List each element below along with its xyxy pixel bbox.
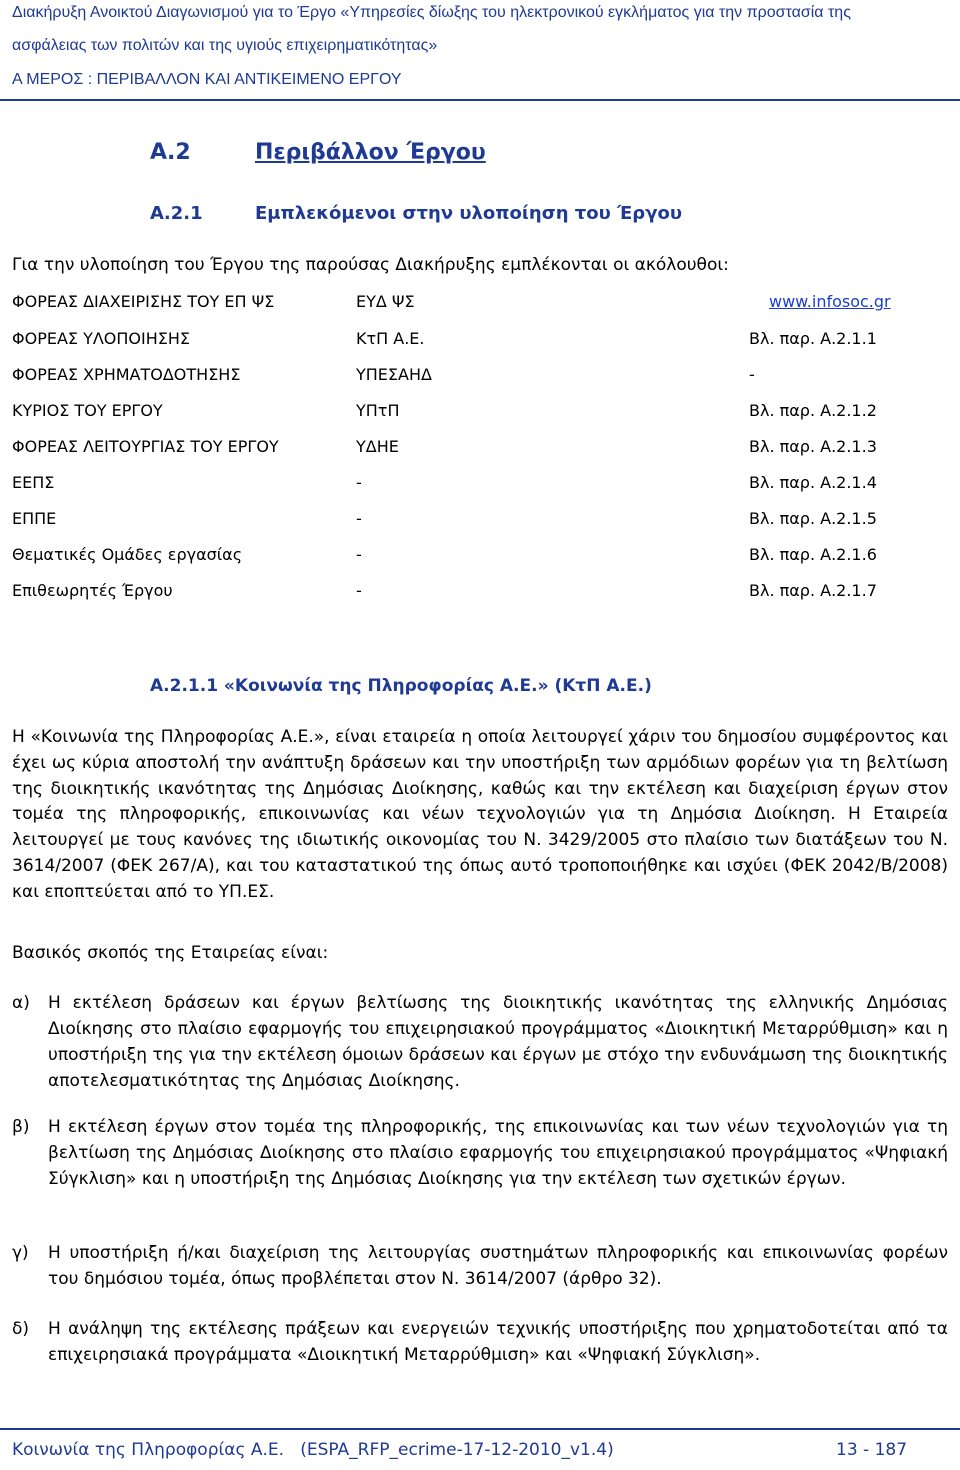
reference-cell: Βλ. παρ. Α.2.1.5	[749, 509, 877, 528]
entity-cell: ΥΔΗΕ	[356, 437, 399, 456]
table-row	[12, 509, 952, 535]
table-row	[12, 437, 952, 463]
page-number: 13 - 187	[836, 1440, 908, 1460]
subsection-heading-ktp: Α.2.1.1 «Κοινωνία της Πληροφορίας Α.Ε.» (ΚτΠ Α.Ε.)	[150, 676, 652, 696]
purpose-item-b	[12, 1114, 948, 1192]
infosoc-link[interactable]: www.infosoc.gr	[769, 292, 891, 311]
reference-cell: Βλ. παρ. Α.2.1.4	[749, 473, 877, 492]
reference-cell: Βλ. παρ. Α.2.1.1	[749, 329, 877, 348]
item-text: Η υποστήριξη ή/και διαχείριση της λειτουργίας συστημάτων πληροφορικής και επικοινωνίας φορέων του δημόσιου τομέα, όπως προβλέπεται στον Ν. 3614/2007 (άρθρο 32).	[48, 1243, 948, 1289]
item-marker: γ)	[12, 1243, 29, 1263]
entity-cell: ΥΠτΠ	[356, 401, 400, 420]
reference-cell: Βλ. παρ. Α.2.1.7	[749, 581, 877, 600]
header-title-line-2: ασφάλειας των πολιτών και της υγιούς επιχειρηματικότητας»	[12, 37, 438, 54]
item-text: Η ανάληψη της εκτέλεσης πράξεων και ενεργειών τεχνικής υποστήριξης που χρηματοδοτείται από τα επιχειρησιακά προγράμματα «Διοικητική Μεταρρύθμιση» και «Ψηφιακή Σύγκλιση».	[48, 1319, 948, 1365]
purpose-item-d	[12, 1316, 948, 1368]
table-row	[12, 581, 952, 607]
ktp-description-paragraph: Η «Κοινωνία της Πληροφορίας Α.Ε.», είναι εταιρεία η οποία λειτουργεί χάριν του δημοσίου συμφέροντος και έχει ως κύρια αποστολή την ανάπτυξη δράσεων και την υποστήριξη των αρμόδιων φορέων για τη βελτίωση της διοικητικής ικανότητας της Δημόσιας Διοίκησης, καθώς και την εκτέλεση και διαχείριση έργων στον τομέα της πληροφορικής, επικοινωνίας και νέων τεχνολογιών για τη Δημόσια Διοίκηση. Η Εταιρεία λειτουργεί με τους κανόνες της ιδιωτικής οικονομίας του Ν. 3429/2005 στο πλαίσιο των διατάξεων του Ν. 3614/2007 (ΦΕΚ 267/Α), και του καταστατικού της όπως αυτό τροποποιήθηκε και ισχύει (ΦΕΚ 2042/Β/2008) και εποπτεύεται από το ΥΠ.ΕΣ.	[12, 727, 948, 902]
entity-cell: -	[356, 509, 362, 528]
subsection-title: Εμπλεκόμενοι στην υλοποίηση του Έργου	[255, 203, 682, 224]
role-cell: ΚΥΡΙΟΣ ΤΟΥ ΕΡΓΟΥ	[12, 401, 163, 420]
reference-cell: -	[749, 365, 755, 384]
entity-cell: ΚτΠ Α.Ε.	[356, 329, 425, 348]
item-text: Η εκτέλεση έργων στον τομέα της πληροφορικής, της επικοινωνίας και των νέων τεχνολογιών για τη βελτίωση της Δημόσιας Διοίκησης στο πλαίσιο εφαρμογής του επιχειρησιακού προγράμματος «Ψηφιακή Σύγκλιση» και η υποστήριξη της Δημόσιας Διοίκησης για την εκτέλεση των σχετικών έργων.	[48, 1117, 948, 1189]
table-row	[12, 473, 952, 499]
header-divider	[0, 99, 960, 101]
table-row	[12, 365, 952, 391]
entity-cell: ΕΥΔ ΨΣ	[356, 292, 415, 311]
role-cell: ΦΟΡΕΑΣ ΧΡΗΜΑΤΟΔΟΤΗΣΗΣ	[12, 365, 241, 384]
item-text: Η εκτέλεση δράσεων και έργων βελτίωσης της διοικητικής ικανότητας της ελληνικής Δημόσιας Διοίκησης στο πλαίσιο εφαρμογής του επιχειρησιακού προγράμματος «Διοικητική Μεταρρύθμιση» και η υποστήριξη της για την εκτέλεση όμοιων δράσεων και έργων με στόχο την ενδυνάμωση της διοικητικής αποτελεσματικότητας της Δημόσιας Διοίκησης.	[48, 993, 948, 1091]
item-marker: δ)	[12, 1319, 30, 1339]
entity-cell: -	[356, 473, 362, 492]
table-row	[12, 292, 952, 318]
role-cell: ΕΕΠΣ	[12, 473, 55, 492]
header-part-label: Α ΜΕΡΟΣ : ΠΕΡΙΒΑΛΛΟΝ ΚΑΙ ΑΝΤΙΚΕΙΜΕΝΟ ΕΡΓΟΥ	[12, 71, 402, 88]
role-cell: Θεματικές Ομάδες εργασίας	[12, 545, 243, 564]
role-cell: ΦΟΡΕΑΣ ΛΕΙΤΟΥΡΓΙΑΣ ΤΟΥ ΕΡΓΟΥ	[12, 437, 279, 456]
footer-divider	[0, 1428, 960, 1430]
table-row	[12, 401, 952, 427]
subsection-number: Α.2.1	[150, 203, 203, 224]
footer-document-id: Κοινωνία της Πληροφορίας Α.Ε. (ESPA_RFP_ecrime-17-12-2010_v1.4)	[12, 1440, 614, 1460]
table-row	[12, 545, 952, 571]
intro-paragraph: Για την υλοποίηση του Έργου της παρούσας Διακήρυξης εμπλέκονται οι ακόλουθοι:	[12, 255, 729, 275]
reference-cell: Βλ. παρ. Α.2.1.6	[749, 545, 877, 564]
role-cell: ΦΟΡΕΑΣ ΔΙΑΧΕΙΡΙΣΗΣ ΤΟΥ ΕΠ ΨΣ	[12, 292, 275, 311]
role-cell: ΕΠΠΕ	[12, 509, 57, 528]
role-cell: ΦΟΡΕΑΣ ΥΛΟΠΟΙΗΣΗΣ	[12, 329, 191, 348]
table-row	[12, 329, 952, 355]
section-number: Α.2	[150, 140, 191, 165]
header-title-line-1: Διακήρυξη Ανοικτού Διαγωνισμού για το Έργο «Υπηρεσίες δίωξης του ηλεκτρονικού εγκλήματος για την προστασία της	[12, 4, 851, 21]
entity-cell: -	[356, 581, 362, 600]
purpose-item-c	[12, 1240, 948, 1292]
purpose-item-a	[12, 990, 948, 1094]
entity-cell: ΥΠΕΣΑΗΔ	[356, 365, 432, 384]
reference-cell: Βλ. παρ. Α.2.1.2	[749, 401, 877, 420]
purpose-intro: Βασικός σκοπός της Εταιρείας είναι:	[12, 943, 329, 963]
reference-cell: Βλ. παρ. Α.2.1.3	[749, 437, 877, 456]
role-cell: Επιθεωρητές Έργου	[12, 581, 173, 600]
section-title: Περιβάλλον Έργου	[255, 140, 486, 165]
item-marker: α)	[12, 993, 30, 1013]
entity-cell: -	[356, 545, 362, 564]
item-marker: β)	[12, 1117, 30, 1137]
